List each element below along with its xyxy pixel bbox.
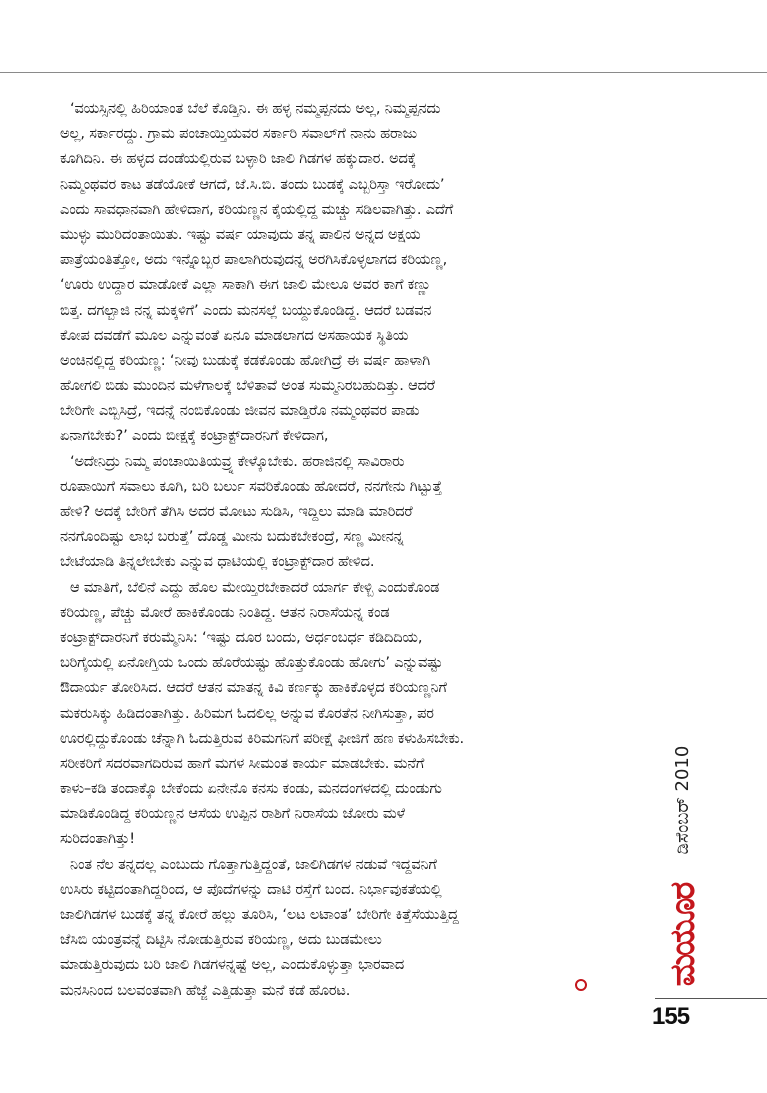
article-line: ಬಿತ್ತ. ದಗಲ್ಬಾಜಿ ನನ್ನ ಮಕ್ಕಳಿಗೆ’ ಎಂದು ಮನಸಲ್ಲೆ ಬಯ್ದುಕೊಂಡಿದ್ದ. ಆದರೆ ಬಡವನ — [60, 301, 432, 319]
article-body — [60, 96, 580, 1003]
article-line: ನಿಮ್ಮಂಥವರ ಕಾಟ ತಡೆಯೋಕೆ ಆಗದೆ, ಜೆ.ಸಿ.ಬಿ. ತಂದು ಬುಡಕ್ಕೆ ಎಬ್ಬರಿಸ್ತಾ ಇರೋದು’ — [60, 175, 445, 193]
article-line: ಮಕರುಸಿಕ್ಕು ಹಿಡಿದಂತಾಗಿತ್ತು. ಹಿರಿಮಗ ಓದಲಿಲ್ಲ ಅನ್ನುವ ಕೊರತೆನ ನೀಗಿಸುತ್ತಾ, ಪರ — [60, 704, 434, 722]
end-of-article-icon — [575, 979, 587, 991]
article-line: ಕಂಟ್ರಾಕ್ಟ್‌ದಾರನಿಗೆ ಕರುಮ್ಮೆನಿಸಿ: ‘ಇಷ್ಟು ದೂರ ಬಂದು, ಅರ್ಧಂಬರ್ಧ ಕಡಿದಿದಿಯ, — [60, 628, 423, 646]
article-line: ಮನಸಿನಿಂದ ಬಲವಂತವಾಗಿ ಹೆಜ್ಜೆ ಎತ್ತಿಡುತ್ತಾ ಮನೆ ಕಡೆ ಹೊರಟ. — [60, 981, 351, 999]
article-line: ‘ಅದೇನಿದ್ರು ನಿಮ್ಮ ಪಂಚಾಯಿತಿಯವ್ರ್ನ ಕೇಳ್ಕೊಬೇಕು. ಹರಾಜಿನಲ್ಲಿ ಸಾವಿರಾರು — [70, 452, 405, 470]
article-line: ಕರಿಯಣ್ಣ, ಪೆಚ್ಚು ಮೋರೆ ಹಾಕಿಕೊಂಡು ನಿಂತಿದ್ದ. ಆತನ ನಿರಾಸೆಯನ್ನ ಕಂಡ — [60, 603, 390, 621]
article-line: ಸರೀಕರಿಗೆ ಸದರವಾಗದಿರುವ ಹಾಗೆ ಮಗಳ ಸೀಮಂತ ಕಾರ್ಯ ಮಾಡಬೇಕು. ಮನೆಗೆ — [60, 754, 425, 772]
article-line: ಊರಲ್ಲಿದ್ದುಕೊಂಡು ಚೆನ್ನಾಗಿ ಓದುತ್ತಿರುವ ಕಿರಿಮಗನಿಗೆ ಪರೀಕ್ಷೆ ಫೀಜಿಗೆ ಹಣ ಕಳುಹಿಸಬೇಕು. — [60, 729, 464, 747]
article-line: ಔದಾರ್ಯ ತೋರಿಸಿದ. ಆದರೆ ಆತನ ಮಾತನ್ನ ಕಿವಿ ಕರ್ಣಕ್ಕು ಹಾಕಿಕೊಳ್ಳದ ಕರಿಯಣ್ಣನಿಗೆ — [60, 679, 447, 697]
article-line: ಕೋಪ ದವಡೆಗೆ ಮೂಲ ಎನ್ನುವಂತೆ ಏನೂ ಮಾಡಲಾಗದ ಅಸಹಾಯಕ ಸ್ಥಿತಿಯ — [60, 326, 409, 344]
issue-date: ಡಿಸೆಂಬರ್ 2010 — [672, 745, 693, 855]
article-line: ರೂಪಾಯಿಗೆ ಸವಾಲು ಕೂಗಿ, ಬರಿ ಬರ್ಲು ಸವರಿಕೊಂಡು ಹೋದರೆ, ನನಗೇನು ಗಿಟ್ಟುತ್ತೆ — [60, 477, 442, 495]
article-line: ಆ ಮಾತಿಗೆ, ಬೆಲಿನೆ ಎದ್ದು ಹೊಲ ಮೇಯ್ತಿರಬೇಕಾದರೆ ಯಾರ್ಗ ಕೇಳ್ಬಿ ಎಂದುಕೊಂಡ — [70, 578, 440, 596]
article-line: ನಿಂತ ನೆಲ ತನ್ನದಲ್ಲ ಎಂಬುದು ಗೊತ್ತಾಗುತ್ತಿದ್ದಂತೆ, ಜಾಲಿಗಿಡಗಳ ನಡುವೆ ಇದ್ದವನಿಗೆ — [70, 855, 437, 873]
article-line: ಹೇಳಿ? ಅದಕ್ಕೆ ಬೇರಿಗೆ ತೆಗಿಸಿ ಅದರ ಮೋಟು ಸುಡಿಸಿ, ಇದ್ದಿಲು ಮಾಡಿ ಮಾರಿದರೆ — [60, 503, 413, 520]
article-line: ಬೇಟೆಯಾಡಿ ತಿನ್ನಲೇಬೇಕು ಎನ್ನುವ ಧಾಟಿಯಲ್ಲಿ ಕಂಟ್ರಾಕ್ಟ್‌ದಾರ ಹೇಳಿದ. — [60, 553, 375, 571]
article-line: ಮುಳ್ಳು ಮುರಿದಂತಾಯಿತು. ಇಷ್ಟು ವರ್ಷ ಯಾವುದು ತನ್ನ ಪಾಲಿನ ಅನ್ನದ ಅಕ್ಷಯ — [60, 225, 421, 243]
article-line: ಮಾಡುತ್ತಿರುವುದು ಬರಿ ಜಾಲಿ ಗಿಡಗಳನ್ನಷ್ಟೆ ಅಲ್ಲ, ಎಂದುಕೊಳ್ಳುತ್ತಾ ಭಾರವಾದ — [60, 956, 405, 974]
header-rule — [0, 72, 767, 73]
article-line: ಜೆಸಿಬಿ ಯಂತ್ರವನ್ನೆ ದಿಟ್ಟಿಸಿ ನೋಡುತ್ತಿರುವ ಕರಿಯಣ್ಣ, ಅದು ಬುಡಮೇಲು — [60, 931, 382, 949]
article-line: ಎಂದು ಸಾವಧಾನವಾಗಿ ಹೇಳಿದಾಗ, ಕರಿಯಣ್ಣನ ಕೈಯಲ್ಲಿದ್ದ ಮಚ್ಚು ಸಡಿಲವಾಗಿತ್ತು. ಎದೆಗೆ — [60, 200, 454, 218]
article-line: ಅಲ್ಲ, ಸರ್ಕಾರದ್ದು. ಗ್ರಾಮ ಪಂಚಾಯ್ತಿಯವರ ಸರ್ಕಾರಿ ಸವಾಲ್‌ಗೆ ನಾನು ಹರಾಜು — [60, 125, 417, 143]
article-line: ಜಾಲಿಗಿಡಗಳ ಬುಡಕ್ಕೆ ತನ್ನ ಕೋರೆ ಹಲ್ಲು ತೂರಿಸಿ, ‘ಲಟ ಲಟಾಂತ’ ಬೇರಿಗೇ ಕಿತ್ತೆಸೆಯುತ್ತಿದ್ದ — [60, 906, 459, 923]
article-line: ಸುರಿದಂತಾಗಿತ್ತು! — [60, 830, 135, 848]
footer-rule — [655, 998, 767, 999]
magazine-name-logo: ಮಯೂರ — [663, 883, 703, 987]
article-line: ‘ಊರು ಉದ್ದಾರ ಮಾಡೋಕೆ ಎಲ್ಲಾ ಸಾಕಾಗಿ ಈಗ ಜಾಲಿ ಮೇಲೂ ಅವರ ಕಾಗೆ ಕಣ್ಣು — [60, 276, 431, 294]
article-line: ಬರಿಗೈಯಲ್ಲಿ ಏನೋಗ್ತಿಯ ಒಂದು ಹೊರೆಯಷ್ಟು ಹೊತ್ತುಕೊಂಡು ಹೋಗು’ ಎನ್ನುವಷ್ಟು — [60, 654, 443, 672]
article-line: ಅಂಚಿನಲ್ಲಿದ್ದ ಕರಿಯಣ್ಣ: ‘ನೀವು ಬುಡುಕ್ಕೆ ಕಡಕೊಂಡು ಹೋಗಿದ್ರೆ ಈ ವರ್ಷ ಹಾಳಾಗಿ — [60, 351, 430, 369]
article-line: ಕೂಗಿದಿನಿ. ಈ ಹಳ್ಳದ ದಂಡೆಯಲ್ಲಿರುವ ಬಳ್ಳಾರಿ ಜಾಲಿ ಗಿಡಗಳ ಹಕ್ಕುದಾರ. ಅದಕ್ಕೆ — [60, 150, 417, 168]
article-line: ಕಾಳು–ಕಡಿ ತಂದಾಕ್ಕೊ ಬೇಕೆಂದು ಏನೇನೊ ಕನಸು ಕಂಡು, ಮನದಂಗಳದಲ್ಲಿ ದುಂಡುಗು — [60, 780, 442, 798]
article-line: ಬೇರಿಗೇ ಎಬ್ಬಿಸಿದ್ರೆ, ಇದನ್ನೆ ನಂಬಿಕೊಂಡು ಜೀವನ ಮಾಡ್ತಿರೊ ನಮ್ಮಂಥವರ ಪಾಡು — [60, 402, 420, 420]
page-number: 155 — [652, 1003, 690, 1030]
article-line: ಏನಾಗಬೇಕು?’ ಎಂದು ಬೀಕ್ಷಕ್ಕೆ ಕಂಟ್ರಾಕ್ಟ್‌ದಾರನಿಗೆ ಕೇಳಿದಾಗ, — [60, 427, 329, 445]
article-line: ಉಸಿರು ಕಟ್ಟಿದಂತಾಗಿದ್ದರಿಂದ, ಆ ಪೊದೆಗಳನ್ನು ದಾಟಿ ರಸ್ತೆಗೆ ಬಂದ. ನಿರ್ಭಾವುಕತೆಯಲ್ಲಿ — [60, 880, 442, 898]
article-line: ‘ವಯಸ್ಸಿನಲ್ಲಿ ಹಿರಿಯಾಂತ ಬೆಲೆ ಕೊಡ್ತಿನಿ. ಈ ಹಳ್ಳ ನಮ್ಮಪ್ಪನದು ಅಲ್ಲ, ನಿಮ್ಮಪ್ಪನದು — [70, 100, 441, 117]
article-line: ನನಗೊಂದಿಷ್ಟು ಲಾಭ ಬರುತ್ತೆ’ ದೊಡ್ಡ ಮೀನು ಬದುಕಬೇಕಂದ್ರೆ, ಸಣ್ಣ ಮೀನನ್ನ — [60, 528, 404, 546]
article-line: ಮಾಡಿಕೊಂಡಿದ್ದ ಕರಿಯಣ್ಣನ ಆಸೆಯ ಉಪ್ಪಿನ ರಾಶಿಗೆ ನಿರಾಸೆಯ ಜೋರು ಮಳೆ — [60, 805, 405, 823]
article-line: ಪಾತ್ರೆಯಂತಿತ್ತೋ, ಅದು ಇನ್ನೊಬ್ಬರ ಪಾಲಾಗಿರುವುದನ್ನ ಅರಗಿಸಿಕೊಳ್ಳಲಾಗದ ಕರಿಯಣ್ಣ, — [60, 251, 448, 269]
article-line: ಹೋಗಲಿ ಬಿಡು ಮುಂದಿನ ಮಳೆಗಾಲಕ್ಕೆ ಬೆಳಿತಾವೆ ಅಂತ ಸುಮ್ಮನಿರಬಹುದಿತ್ತು. ಆದರೆ — [60, 377, 435, 395]
